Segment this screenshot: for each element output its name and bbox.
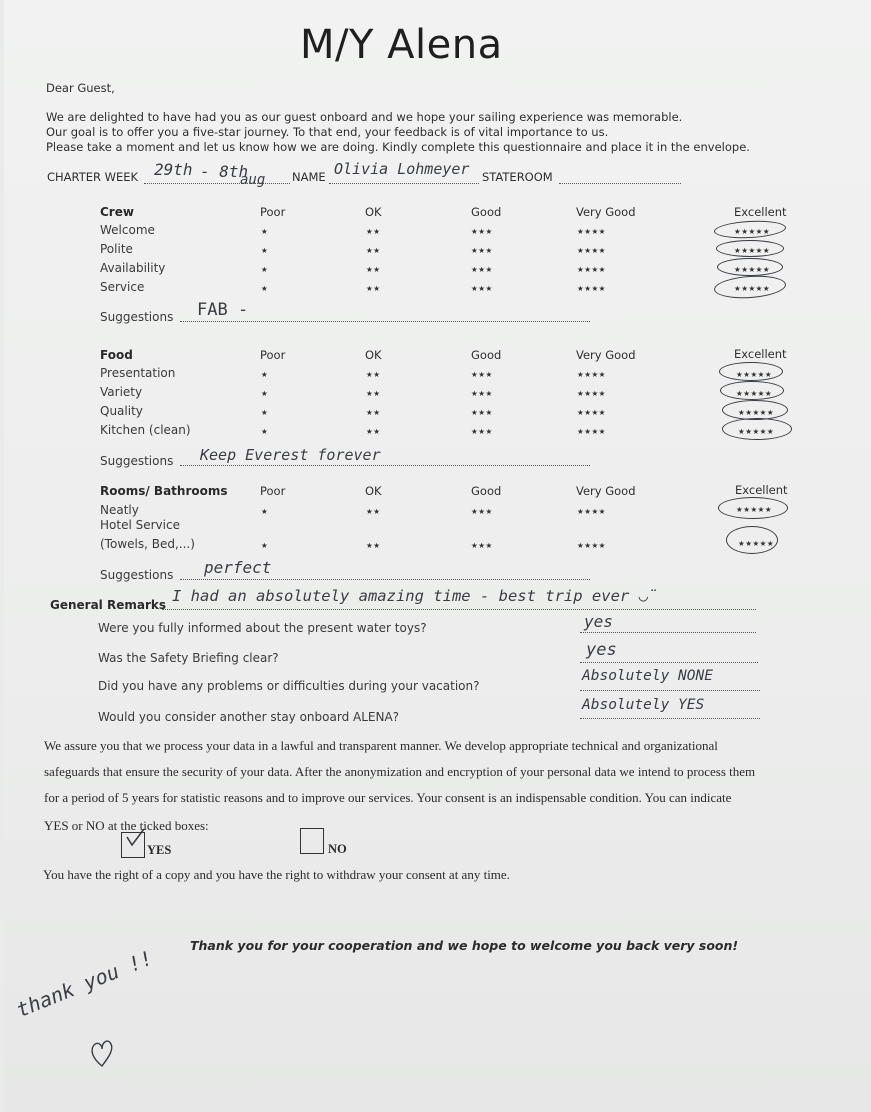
col-very-good: Very Good: [576, 205, 636, 219]
crew-availability-selected-oval: [717, 258, 783, 276]
privacy-line-3: for a period of 5 years for statistic reasons and to improve our services. Your consent is an indispensable condition. You can indicate: [44, 790, 732, 805]
food-row-kitchen: Kitchen (clean): [100, 423, 191, 437]
rooms-col-excellent: Excellent: [735, 483, 788, 497]
food-presentation-poor[interactable]: ★: [261, 370, 269, 379]
charter-week-label: CHARTER WEEK: [47, 170, 139, 184]
crew-availability-ok[interactable]: ★★: [366, 265, 381, 274]
crew-polite-excellent[interactable]: ★★★★★: [734, 246, 771, 255]
food-presentation-good[interactable]: ★★★: [471, 370, 493, 379]
food-col-poor: Poor: [260, 348, 286, 362]
crew-service-good[interactable]: ★★★: [471, 284, 493, 293]
stateroom-label: STATEROOM: [482, 170, 553, 184]
food-quality-poor[interactable]: ★: [261, 408, 269, 417]
food-kitchen-poor[interactable]: ★: [261, 427, 269, 436]
food-quality-ok[interactable]: ★★: [366, 408, 381, 417]
crew-service-very-good[interactable]: ★★★★: [577, 284, 606, 293]
crew-row-welcome: Welcome: [100, 223, 155, 237]
food-row-variety: Variety: [100, 385, 143, 399]
crew-welcome-poor[interactable]: ★: [261, 227, 269, 236]
food-quality-selected-oval: [722, 400, 788, 420]
crew-row-polite: Polite: [100, 242, 133, 256]
food-kitchen-good[interactable]: ★★★: [471, 427, 493, 436]
privacy-line-1: We assure you that we process your data in a lawful and transparent manner. We develop appropriate technical and organizational: [44, 738, 718, 753]
crew-suggestions-line: [180, 321, 590, 322]
rooms-neatly-very-good[interactable]: ★★★★: [577, 507, 606, 516]
rooms-col-very-good: Very Good: [576, 484, 636, 498]
rooms-service-ok[interactable]: ★★: [366, 541, 381, 550]
rooms-service-very-good[interactable]: ★★★★: [577, 541, 606, 550]
greeting: Dear Guest,: [46, 81, 115, 95]
food-col-good: Good: [471, 348, 502, 362]
no-label: NO: [328, 842, 347, 856]
food-variety-very-good[interactable]: ★★★★: [577, 389, 606, 398]
crew-availability-good[interactable]: ★★★: [471, 265, 493, 274]
crew-row-service: Service: [100, 280, 145, 294]
guest-name[interactable]: Olivia Lohmeyer: [334, 160, 470, 178]
heart-icon: [88, 1036, 116, 1070]
crew-polite-selected-oval: [716, 240, 784, 257]
crew-polite-very-good[interactable]: ★★★★: [577, 246, 606, 255]
food-col-excellent: Excellent: [734, 347, 787, 361]
question-another-stay: Would you consider another stay onboard ALENA?: [98, 710, 400, 724]
food-col-ok: OK: [365, 348, 382, 362]
crew-polite-ok[interactable]: ★★: [366, 246, 381, 255]
food-variety-selected-oval: [720, 381, 784, 400]
answer-another-stay[interactable]: Absolutely YES: [582, 697, 705, 713]
crew-suggestions-label: Suggestions: [100, 310, 174, 324]
rooms-row-hotel-service: Hotel Service: [100, 518, 180, 532]
rooms-suggestion-value[interactable]: perfect: [204, 558, 272, 577]
crew-polite-poor[interactable]: ★: [261, 246, 269, 255]
privacy-line-4: YES or NO at the ticked boxes:: [44, 818, 209, 833]
privacy-line-2: safeguards that ensure the security of your data. After the anonymization and encryption of your personal data we intend to process them: [44, 764, 756, 779]
stateroom-line: [559, 183, 681, 184]
answer-line-problems: [580, 690, 760, 691]
crew-suggestion-value[interactable]: FAB -: [197, 300, 249, 320]
food-suggestions-label: Suggestions: [100, 454, 174, 468]
crew-service-poor[interactable]: ★: [261, 284, 269, 293]
feedback-form-page: [4, 0, 871, 1112]
charter-week-value-1[interactable]: 29th: [154, 160, 193, 179]
food-kitchen-selected-oval: [722, 418, 792, 440]
rooms-service-selected-oval: [726, 526, 778, 554]
col-excellent: Excellent: [734, 205, 787, 219]
rooms-row-neatly: Neatly: [100, 503, 139, 517]
rooms-col-good: Good: [471, 484, 502, 498]
name-label: NAME: [292, 170, 326, 184]
answer-water-toys[interactable]: yes: [584, 612, 613, 631]
food-col-very-good: Very Good: [576, 348, 636, 362]
food-presentation-selected-oval: [719, 362, 783, 381]
crew-availability-excellent[interactable]: ★★★★★: [734, 265, 771, 274]
yes-label: YES: [147, 843, 172, 857]
rooms-col-poor: Poor: [260, 484, 286, 498]
rooms-service-good[interactable]: ★★★: [471, 541, 493, 550]
question-problems: Did you have any problems or difficulties during your vacation?: [98, 679, 480, 693]
crew-service-excellent[interactable]: ★★★★★: [734, 284, 771, 293]
col-ok: OK: [365, 205, 382, 219]
crew-service-selected-oval: [713, 274, 786, 301]
food-row-presentation: Presentation: [100, 366, 176, 380]
crew-welcome-ok[interactable]: ★★: [366, 227, 381, 236]
intro-line-1: We are delighted to have had you as our guest onboard and we hope your sailing experience was memorable.: [46, 110, 683, 124]
general-remarks-label: General Remarks: [50, 598, 166, 612]
crew-service-ok[interactable]: ★★: [366, 284, 381, 293]
rooms-neatly-selected-oval: [718, 497, 788, 519]
page-title: M/Y Alena: [300, 22, 503, 68]
crew-availability-poor[interactable]: ★: [261, 265, 269, 274]
col-poor: Poor: [260, 205, 286, 219]
charter-week-value-2[interactable]: - 8th: [200, 162, 249, 181]
food-variety-excellent[interactable]: ★★★★★: [736, 389, 773, 398]
closing-message: Thank you for your cooperation and we hope to welcome you back very soon!: [190, 938, 739, 953]
food-quality-good[interactable]: ★★★: [471, 408, 493, 417]
crew-welcome-selected-oval: [714, 219, 787, 240]
rooms-suggestions-line: [180, 579, 590, 580]
food-kitchen-excellent[interactable]: ★★★★★: [738, 427, 775, 436]
yes-checkbox[interactable]: [121, 832, 145, 858]
food-variety-poor[interactable]: ★: [261, 389, 269, 398]
handwritten-thank-you: thank you !!: [13, 945, 156, 1022]
answer-problems[interactable]: Absolutely NONE: [582, 668, 713, 684]
charter-week-line: [144, 183, 290, 184]
answer-line-safety-briefing: [580, 662, 758, 663]
rooms-neatly-excellent[interactable]: ★★★★★: [736, 505, 773, 514]
rooms-service-excellent[interactable]: ★★★★★: [738, 539, 775, 548]
food-kitchen-ok[interactable]: ★★: [366, 427, 381, 436]
question-water-toys: Were you fully informed about the present water toys?: [98, 621, 427, 635]
rooms-row-towels-bed: (Towels, Bed,...): [100, 537, 195, 551]
rooms-suggestions-label: Suggestions: [100, 568, 174, 582]
name-line: [329, 183, 479, 184]
no-checkbox[interactable]: [300, 828, 324, 854]
food-presentation-ok[interactable]: ★★: [366, 370, 381, 379]
intro-line-2: Our goal is to offer you a five-star journey. To that end, your feedback is of vital importance to us.: [46, 125, 609, 139]
check-mark-icon: [122, 827, 146, 853]
rooms-neatly-good[interactable]: ★★★: [471, 507, 493, 516]
food-row-quality: Quality: [100, 404, 143, 418]
crew-heading: Crew: [100, 205, 134, 219]
rooms-service-poor[interactable]: ★: [261, 541, 269, 550]
food-kitchen-very-good[interactable]: ★★★★: [577, 427, 606, 436]
general-remarks-line: [162, 609, 756, 610]
food-quality-very-good[interactable]: ★★★★: [577, 408, 606, 417]
food-variety-ok[interactable]: ★★: [366, 389, 381, 398]
question-safety-briefing: Was the Safety Briefing clear?: [98, 651, 279, 665]
food-presentation-very-good[interactable]: ★★★★: [577, 370, 606, 379]
rooms-neatly-ok[interactable]: ★★: [366, 507, 381, 516]
food-heading: Food: [100, 348, 133, 362]
col-good: Good: [471, 205, 502, 219]
answer-line-water-toys: [580, 632, 756, 633]
food-presentation-excellent[interactable]: ★★★★★: [736, 370, 773, 379]
crew-welcome-good[interactable]: ★★★: [471, 227, 493, 236]
rooms-neatly-poor[interactable]: ★: [261, 507, 269, 516]
crew-availability-very-good[interactable]: ★★★★: [577, 265, 606, 274]
charter-week-value-3[interactable]: aug: [240, 172, 266, 188]
rooms-col-ok: OK: [365, 484, 382, 498]
copy-right-line: You have the right of a copy and you have the right to withdraw your consent at any time.: [43, 867, 510, 882]
food-suggestions-line: [180, 465, 590, 466]
crew-row-availability: Availability: [100, 261, 166, 275]
food-suggestion-value[interactable]: Keep Everest forever: [200, 446, 381, 464]
food-variety-good[interactable]: ★★★: [471, 389, 493, 398]
answer-safety-briefing[interactable]: yes: [586, 640, 617, 660]
crew-welcome-excellent[interactable]: ★★★★★: [734, 227, 771, 236]
food-quality-excellent[interactable]: ★★★★★: [738, 408, 775, 417]
crew-polite-good[interactable]: ★★★: [471, 246, 493, 255]
answer-line-another-stay: [580, 718, 760, 719]
crew-welcome-very-good[interactable]: ★★★★: [577, 227, 606, 236]
rooms-heading: Rooms/ Bathrooms: [100, 484, 228, 498]
general-remarks-value[interactable]: I had an absolutely amazing time - best trip ever ◡̈: [172, 587, 658, 605]
intro-line-3: Please take a moment and let us know how we are doing. Kindly complete this questionnaire and place it in the envelope.: [46, 140, 750, 154]
